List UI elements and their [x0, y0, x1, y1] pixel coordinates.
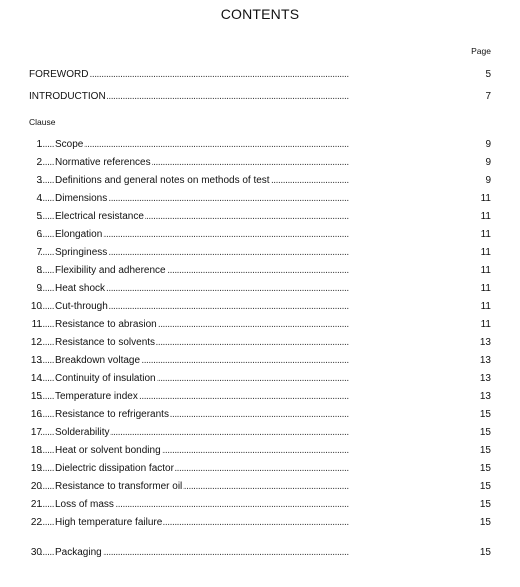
toc-entry-label: Heat shock [55, 283, 106, 294]
toc-entry-page: 15 [477, 426, 491, 440]
toc-entry-number: 17 [30, 427, 42, 438]
toc-entry-page: 15 [477, 444, 491, 458]
toc-entry-page: 13 [477, 372, 491, 386]
toc-entry-number: 5 [36, 211, 42, 222]
toc-entry-label: Solderability [55, 427, 110, 438]
toc-entry-number: 11 [31, 319, 42, 330]
toc-entry[interactable] [0, 228, 520, 242]
toc-entry-page: 11 [478, 210, 491, 224]
toc-entry[interactable] [0, 408, 520, 422]
toc-entry-number: 10 [30, 301, 42, 312]
toc-entry-foreword[interactable] [0, 68, 520, 82]
toc-entry-number: 8 [36, 265, 42, 276]
toc-entry-page: 9 [482, 138, 491, 152]
toc-entry-number: 15 [30, 391, 42, 402]
toc-entry[interactable] [0, 444, 520, 458]
toc-entry-number: 6 [36, 229, 42, 240]
toc-entry[interactable] [0, 546, 520, 560]
toc-entry-number: 7 [36, 247, 42, 258]
toc-entry-label: Dielectric dissipation factor [55, 463, 174, 474]
toc-entry-number: 22 [30, 517, 42, 528]
toc-entry[interactable] [0, 282, 520, 296]
toc-entry-label: Breakdown voltage [55, 355, 141, 366]
toc-entry-page: 15 [477, 408, 491, 422]
toc-entry-page: 13 [477, 354, 491, 368]
toc-entry-label: Heat or solvent bonding [55, 445, 161, 456]
toc-entry-page: 11 [478, 264, 491, 278]
toc-entry-label: Electrical resistance [55, 211, 144, 222]
toc-entry[interactable] [0, 516, 520, 530]
toc-entry-page: 13 [477, 336, 491, 350]
toc-entry-number: 13 [30, 355, 42, 366]
toc-entry-number: 3 [36, 175, 42, 186]
toc-entry[interactable] [0, 318, 520, 332]
toc-entry-number: 19 [30, 463, 42, 474]
toc-entry-label: Springiness [55, 247, 108, 258]
toc-entry-label: Flexibility and adherence [55, 265, 166, 276]
toc-entry-label: Scope [55, 139, 84, 150]
toc-entry[interactable] [0, 264, 520, 278]
toc-entry-page: 15 [477, 480, 491, 494]
page-column-header: Page [471, 46, 491, 56]
toc-entry[interactable] [0, 246, 520, 260]
toc-entry-label: Elongation [55, 229, 103, 240]
toc-entry-page: 11 [478, 246, 491, 260]
toc-entry-number: 14 [30, 373, 42, 384]
toc-entry-number: 16 [30, 409, 42, 420]
page-title: CONTENTS [220, 6, 300, 22]
toc-entry-number: 4 [36, 193, 42, 204]
toc-entry[interactable] [0, 498, 520, 512]
toc-entry-label: INTRODUCTION [29, 91, 106, 102]
toc-entry-label: Loss of mass [55, 499, 114, 510]
toc-entry-label: High temperature failure [55, 517, 163, 528]
toc-entry[interactable] [0, 192, 520, 206]
dot-leader [40, 546, 470, 560]
toc-entry-number: 21 [30, 499, 42, 510]
toc-entry-page: 13 [477, 390, 491, 404]
toc-entry-number: 30 [30, 547, 42, 558]
toc-entry-page: 15 [477, 516, 491, 530]
toc-entry-page: 9 [482, 174, 491, 188]
toc-entry-page: 11 [478, 192, 491, 206]
toc-entry[interactable] [0, 138, 520, 152]
toc-entry-label: Resistance to abrasion [55, 319, 157, 330]
toc-entry-label: Cut-through [55, 301, 108, 312]
toc-entry-page: 7 [482, 90, 491, 104]
toc-entry-page: 15 [477, 498, 491, 512]
toc-entry-label: Temperature index [55, 391, 138, 402]
dot-leader [40, 138, 470, 152]
toc-entry-introduction[interactable] [0, 90, 520, 104]
toc-entry-page: 11 [478, 228, 491, 242]
toc-entry[interactable] [0, 156, 520, 170]
toc-entry-label: FOREWORD [29, 69, 89, 80]
toc-entry-label: Resistance to transformer oil [55, 481, 183, 492]
toc-entry[interactable] [0, 372, 520, 386]
toc-entry[interactable] [0, 354, 520, 368]
toc-entry[interactable] [0, 462, 520, 476]
toc-entry-number: 20 [30, 481, 42, 492]
toc-entry[interactable] [0, 390, 520, 404]
toc-entry-label: Resistance to solvents [55, 337, 156, 348]
toc-entry-label: Dimensions [55, 193, 108, 204]
toc-entry-label: Normative references [55, 157, 151, 168]
toc-entry-label: Continuity of insulation [55, 373, 156, 384]
toc-entry[interactable] [0, 426, 520, 440]
toc-entry[interactable] [0, 174, 520, 188]
toc-entry-page: 11 [478, 282, 491, 296]
toc-entry-label: Definitions and general notes on methods of test [55, 175, 270, 186]
toc-entry-page: 9 [482, 156, 491, 170]
toc-entry-page: 11 [478, 300, 491, 314]
toc-entry-label: Packaging [55, 547, 102, 558]
toc-entry-page: 15 [477, 462, 491, 476]
toc-entry[interactable] [0, 300, 520, 314]
toc-entry[interactable] [0, 480, 520, 494]
toc-entry[interactable] [0, 210, 520, 224]
toc-entry[interactable] [0, 336, 520, 350]
toc-entry-number: 1 [36, 139, 42, 150]
toc-entry-page: 15 [477, 546, 491, 560]
toc-entry-number: 18 [30, 445, 42, 456]
toc-entry-page: 11 [478, 318, 491, 332]
toc-entry-label: Resistance to refrigerants [55, 409, 169, 420]
toc-entry-number: 2 [36, 157, 42, 168]
toc-entry-page: 5 [482, 68, 491, 82]
toc-entry-number: 12 [30, 337, 42, 348]
dot-leader [40, 68, 470, 82]
clause-column-header: Clause [29, 117, 56, 127]
dot-leader [40, 228, 470, 242]
toc-entry-number: 9 [36, 283, 42, 294]
